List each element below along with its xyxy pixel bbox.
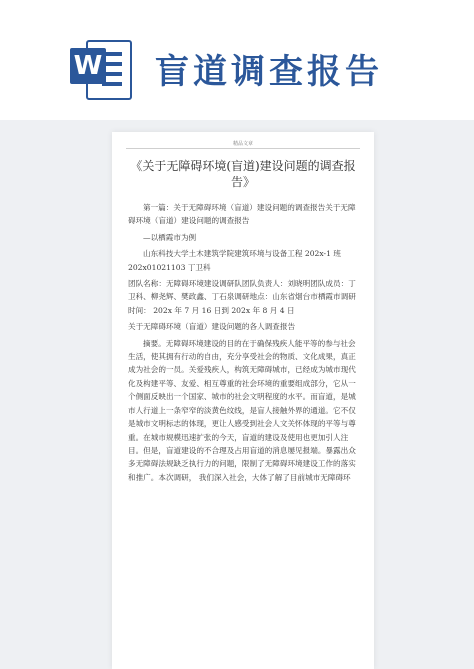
page-header-label: 精品文章 [232,141,253,147]
word-letter-badge: W [70,48,106,84]
paragraph: 关于无障碍环境（盲道）建设问题的各人调查报告 [128,322,296,332]
paragraph: 第一篇：关于无障碍环境（盲道）建设问题的调查报告关于无障碍环境（盲道）建设问题的调查报告 [128,203,356,226]
banner [0,0,474,120]
header-divider [126,148,360,149]
paragraph: —以栖霞市为例 [143,232,197,242]
word-app-icon [70,36,130,100]
banner-title: 盲道调查报告 [155,52,383,92]
document-title: 《关于无障碍环境(盲道)建设问题的调查报告》 [130,159,356,189]
paragraph: 摘要。无障碍环境建设的目的在于确保残疾人能平等的参与社会生活，使其拥有行动的自由，充分享受社会的物质、文化成果，真正成为社会的一员。关爱残疾人，构筑无障碍城市，已经成为城市现代化及构建平等、友爱、相互尊重的社会环境的重要组成部分，它从一个侧面反映出一个国家、城市的社会文明程度的水平。而盲道，是城市人行道上一条窄窄的淡黄色纹线，是盲人接触外界的通道。它不仅是城市文明标志的体现，更让人感受到社会人文关怀体现的平等与尊重。在城市规模迅速扩张的今天，盲道的建设及使用也更加引人注目。但是，盲道建设的不合理及占用盲道的消息屡见报端。暴露出众多无障碍法规缺乏执行力的问题，限制了无障碍环境建设工作的落实和推广。本次调研， 我们深入社会，大体了解了目前城市无障碍环 [128,338,356,482]
document-page [112,132,374,669]
document-body [128,201,362,484]
paragraph: 山东科技大学土木建筑学院建筑环境与设备工程 202x-1 班202x01021103 丁卫科 [128,249,341,272]
paragraph: 团队名称：无障碍环境建设调研队团队负责人：刘晓明团队成员：丁卫科、柳尧辉、樊政鑫、丁石泉调研地点：山东省烟台市栖霞市调研时间： 202x 年 7 月 16 日到 202x 年 8 月 4 日 [128,279,356,315]
